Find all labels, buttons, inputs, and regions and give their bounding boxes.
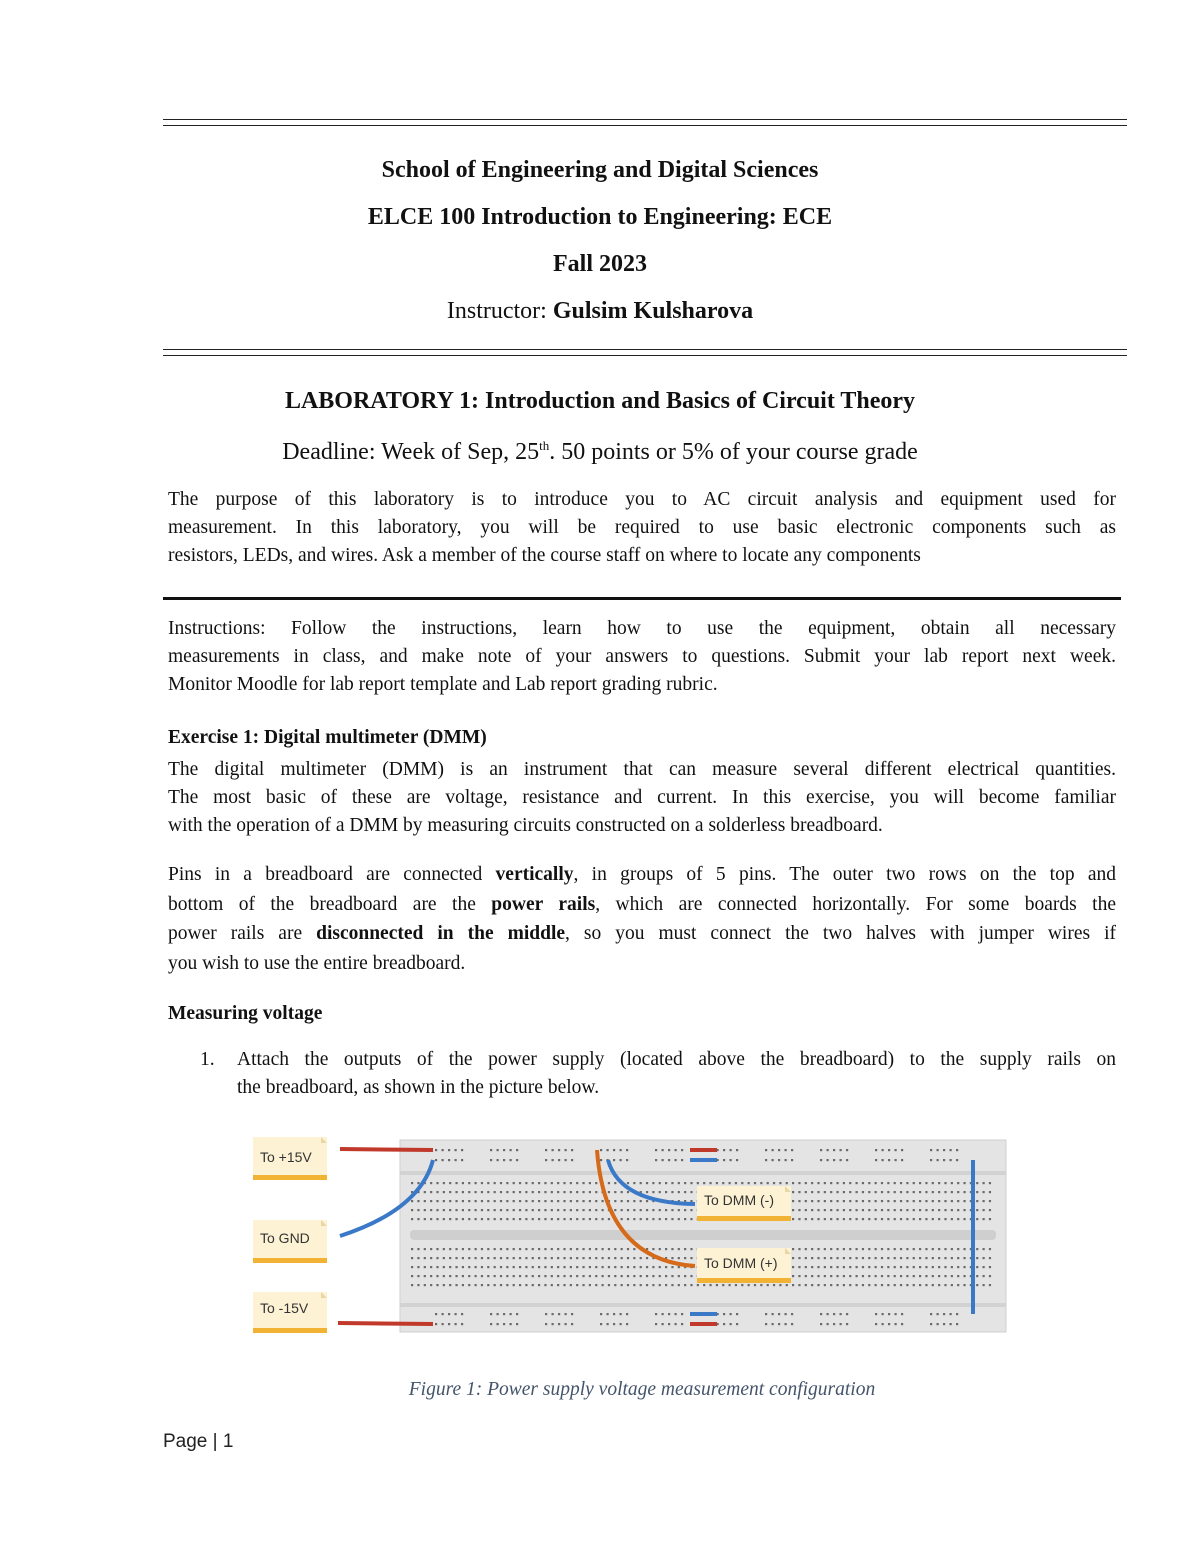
purpose-line: measurement. In this laboratory, you will be required to use basic electronic components such as [168, 517, 1116, 538]
label-dmm-neg-text: To DMM (-) [704, 1192, 774, 1208]
purpose-line: resistors, LEDs, and wires. Ask a member of the course staff on where to locate any components [168, 545, 921, 566]
instructions-line: Monitor Moodle for lab report template and Lab report grading rubric. [168, 674, 718, 695]
purpose-paragraph [168, 486, 1116, 570]
breadboard-bottom-rail-divider [400, 1303, 1006, 1307]
deadline-text: Deadline: Week of Sep, 25 [282, 439, 540, 465]
deadline-sup: th [539, 438, 550, 453]
step-line: Attach the outputs of the power supply (located above the breadboard) to the supply rails on [237, 1049, 1116, 1070]
breadboard-figure [240, 1130, 1020, 1350]
pins-bold: disconnected in the middle [316, 923, 566, 944]
header-bottom-double-rule [163, 349, 1127, 356]
pins-text: , which are connected horizontally. For some boards the [595, 893, 1116, 915]
page-number: Page | 1 [163, 1431, 234, 1452]
term: Fall 2023 [553, 251, 647, 277]
instructor-label: Instructor: [446, 298, 553, 324]
figure-caption: Figure 1: Power supply voltage measurement configuration [408, 1379, 876, 1400]
top-double-rule [163, 119, 1127, 126]
breadboard-paragraph [168, 860, 1116, 978]
purpose-line: The purpose of this laboratory is to introduce you to AC circuit analysis and equipment used for [168, 489, 1116, 510]
intro-line: The most basic of these are voltage, resistance and current. In this exercise, you will become familiar [168, 787, 1116, 808]
pins-text: , in groups of 5 pins. The outer two rows on the top and [573, 864, 1117, 885]
label-gnd [253, 1220, 327, 1263]
pins-line [168, 860, 1116, 890]
intro-line: The digital multimeter (DMM) is an instrument that can measure several different electrical quantities. [168, 759, 1116, 780]
label-plus15-text: To +15V [260, 1149, 312, 1165]
pins-text: , so you must connect the two halves with jumper wires if [565, 923, 1116, 944]
deadline-points: . 50 points or 5% of your course grade [549, 439, 918, 465]
instructor [0, 298, 1200, 325]
breadboard-center-channel [410, 1230, 996, 1240]
exercise-1-intro [168, 756, 1116, 840]
pins-bold: power rails [491, 893, 596, 915]
wire-plus15 [340, 1149, 433, 1150]
label-plus15 [253, 1137, 327, 1180]
wire-minus15 [338, 1323, 433, 1324]
pins-text: power rails are [168, 923, 317, 944]
pins-bold: vertically [495, 864, 574, 885]
label-minus15-text: To -15V [260, 1300, 309, 1316]
step-line: the breadboard, as shown in the picture below. [237, 1077, 600, 1098]
label-dmm-pos-text: To DMM (+) [704, 1255, 778, 1271]
instructor-name: Gulsim Kulsharova [552, 298, 754, 324]
label-gnd-text: To GND [260, 1230, 310, 1246]
lab-title: LABORATORY 1: Introduction and Basics of Circuit Theory [284, 388, 916, 414]
pins-text: bottom of the breadboard are the [168, 893, 492, 915]
deadline [0, 438, 1200, 466]
pins-line [168, 919, 1116, 949]
breadboard-top-rail-divider [400, 1171, 1006, 1175]
instructions-line: measurements in class, and make note of your answers to questions. Submit your lab report next week. [168, 646, 1116, 667]
label-minus15 [253, 1292, 327, 1333]
pins-line [168, 890, 1116, 920]
step-number: 1. [200, 1049, 215, 1070]
instructions-paragraph [168, 615, 1116, 699]
label-dmm-neg [697, 1186, 791, 1221]
pins-line: you wish to use the entire breadboard. [168, 952, 466, 974]
intro-line: with the operation of a DMM by measuring circuits constructed on a solderless breadboard. [168, 815, 883, 836]
school-name: School of Engineering and Digital Sciences [381, 157, 819, 183]
course-title: ELCE 100 Introduction to Engineering: ECE [367, 204, 833, 230]
instructions-line: Instructions: Follow the instructions, learn how to use the equipment, obtain all necessary [168, 618, 1116, 639]
label-dmm-pos [697, 1248, 791, 1283]
pins-text: Pins in a breadboard are connected [168, 864, 496, 885]
step-1 [200, 1046, 1116, 1102]
exercise-1-heading: Exercise 1: Digital multimeter (DMM) [168, 727, 487, 748]
measuring-voltage-heading: Measuring voltage [168, 1003, 323, 1024]
section-divider [163, 597, 1121, 600]
